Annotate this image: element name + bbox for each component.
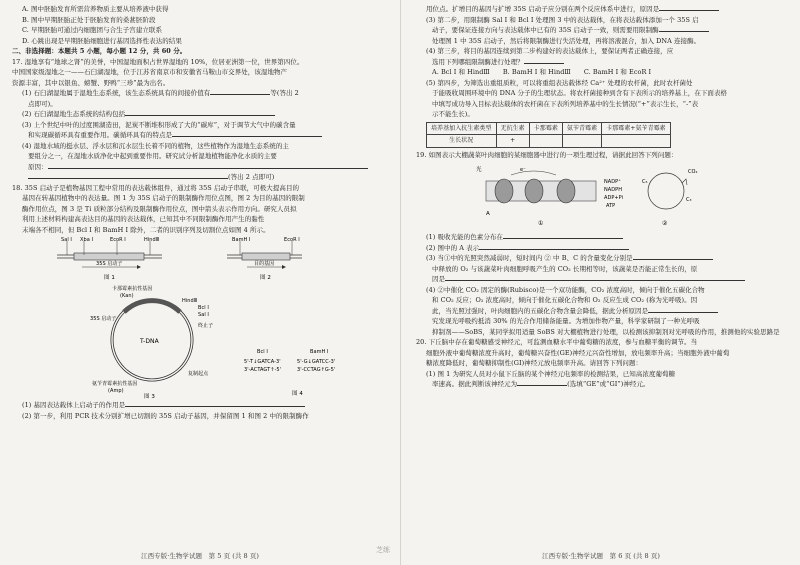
- q18-cont-11: 示不能生长)。: [432, 110, 474, 119]
- answer-blank[interactable]: [517, 379, 567, 386]
- table-header: 无抗生素: [496, 122, 529, 135]
- enzyme-label: EcoR Ⅰ: [284, 237, 300, 244]
- bamh-label: BamH Ⅰ: [310, 349, 329, 356]
- marker-2: ②: [662, 219, 668, 227]
- tdna-label: T-DNA: [140, 338, 159, 346]
- enzyme-label: EcoR Ⅰ: [110, 237, 126, 244]
- answer-blank[interactable]: [172, 130, 322, 137]
- q17-sub1: (1) 石臼湖湿地属于湿地生态系统，该生态系统具有的间接价值有 等(答出 2: [22, 89, 299, 98]
- q17-line-3: 资源丰富，其中以银鱼、螃蟹、野鸭“三珍”最为出名。: [12, 78, 170, 87]
- answer-blank[interactable]: [659, 25, 709, 32]
- q18-cont-6: 选用下列哪组限制酶进行处理？: [416, 57, 790, 68]
- bcl-seq-bottom: 3'-ACTAGT↑-5': [244, 367, 282, 374]
- q18-line-5: 末端各不相同，但 Bcl Ⅰ 和 BamH Ⅰ 除外，二者的识别序列及切割位点如图 4 所示。: [22, 225, 270, 234]
- figure-4-label: 图 4: [292, 391, 303, 398]
- promoter-label: 35S 启动子: [96, 261, 123, 268]
- figure-4: [244, 349, 335, 397]
- q19-sub4-cont: 和 CO₂ 反应；O₂ 浓度高时，倾向于催化五碳化合物和 O₂ 反应生成 CO₂ (称为光呼吸)。因: [432, 296, 698, 305]
- nadp-label: NADP⁺: [604, 178, 621, 185]
- q17-sub3-1: (3) 上个世纪中叶的过度围湖造田，泥炭不断堆积形成了大的“碳库”，对于调节大气中的碳含量: [22, 120, 296, 129]
- adp-label: ADP+Pi: [604, 194, 624, 201]
- option-c: C. 早期胚胎可通过内细胞团与合生子宫建立联系: [22, 26, 163, 35]
- table-cell[interactable]: [602, 135, 671, 148]
- figure-3-plasmid: [90, 285, 213, 400]
- q20-line-1: 20. 下丘脑中存在葡萄糖感受神经元，可监测血糖水平中葡萄糖的浓度，参与血糖平衡的调节。当: [416, 338, 698, 347]
- page-divider: [400, 0, 401, 565]
- atp-label: ATP: [606, 202, 616, 209]
- q17-sub4-1: (4) 湿地水域的挺水层、浮水层和沉水层生长着不同的植物，这些植物作为湿地生态系统的主: [22, 141, 289, 150]
- q18-figures: [12, 235, 390, 400]
- watermark: 芝练: [376, 546, 390, 554]
- q19-sub1: (1) 吸收光能的色素分布在: [416, 232, 790, 243]
- thylakoid-membrane: [486, 171, 596, 203]
- q19-line-1: 19. 如图表示大棚蔬菜叶肉细胞的某细胞器中进行的一项生理过程，请据此回答下列问题：: [416, 151, 678, 160]
- kan-label: (Kan): [120, 293, 134, 300]
- table-header: 卡那霉素+氨苄青霉素: [602, 122, 671, 135]
- q17-line-2: 中国国家级湿地之一——石臼湖湿地，位于江苏省南京市和安徽省马鞍山市交界处，该湿地物产: [12, 68, 288, 77]
- figure-1-label: 图 1: [104, 275, 115, 282]
- section-title: 二、非选择题：本题共 5 小题，每小题 12 分，共 60 分。: [12, 47, 187, 56]
- origin-label: 复制起点: [188, 371, 209, 378]
- figure-2-label: 图 2: [260, 275, 271, 282]
- co2-label: CO₂: [688, 168, 698, 175]
- bamh-seq-top: 5'-G↓GATCC-3': [297, 359, 336, 366]
- figure-3-label: 图 3: [144, 394, 155, 401]
- nadph-label: NADPH: [604, 186, 623, 193]
- a-label: A: [486, 210, 490, 217]
- q18-line-4: 利用上述材料构建高表达目的基因的表达载体，已知其中不同限制酶作用产生的黏性: [22, 215, 265, 224]
- q18-cont-8: (5) 第四步，为筛选出重组质粒，可以将重组表达载体经 Ca²⁺ 处理的农杆菌，此时农杆菌处: [426, 78, 693, 87]
- table-row-label: 生长状况: [427, 135, 497, 148]
- q19-sub3-cont2: 因是: [416, 274, 790, 285]
- figure-2: [227, 237, 302, 281]
- option-d: D. 心跳出现是早期胚胎细胞进行基因选择性表达的结果: [22, 36, 182, 45]
- q18-cont-10: 中填写成功导入目标表达载体的农杆菌在下表所列培养基中的生长情况(“+”表示生长，“-”表: [432, 99, 699, 108]
- q17-sub4-2: 要组分之一，在湿地水质净化中起到重要作用。研究试分析湿地植物能净化水质的主要: [28, 152, 277, 161]
- q18-line-1: 18. 35S 启动子是植物基因工程中常用的表达载体组件，通过将 35S 启动子串联，可极大提高目的: [12, 183, 300, 192]
- q19-sub4-cont3: 究发现光呼吸约抵消 30% 的光合作用储备能量。为增加作物产量，科学家研制了一种光呼吸: [432, 317, 700, 326]
- amp-gene-label: 氨苄青霉素抗性基因: [92, 381, 138, 388]
- enzyme-label: Sal Ⅰ: [198, 312, 209, 319]
- light-label: 光: [476, 166, 482, 173]
- q19-figure: [416, 161, 786, 229]
- q18-options: A. Bcl Ⅰ 和 HindⅢ B. BamH Ⅰ 和 HindⅢ C. BamH Ⅰ 和 EcoR Ⅰ: [432, 68, 652, 77]
- electron-label: e⁻: [520, 166, 526, 173]
- table-cell[interactable]: [529, 135, 562, 148]
- answer-blank[interactable]: [479, 243, 629, 250]
- target-gene-label: 目的基因: [254, 261, 275, 268]
- enzyme-label: Xba Ⅰ: [80, 237, 93, 244]
- enzyme-label: BamH Ⅰ: [232, 237, 251, 244]
- answer-blank[interactable]: [503, 232, 623, 239]
- marker-1: ①: [538, 219, 544, 227]
- q17-sub4-4: (答出 2 点即可): [12, 172, 390, 183]
- calvin-cycle: [648, 173, 687, 209]
- enzyme-label: Sal Ⅰ: [61, 237, 72, 244]
- q17-sub1-cont: 点即可)。: [28, 99, 57, 108]
- bamh-seq-bottom: 3'-CCTAG↑G-5': [297, 367, 336, 374]
- q18-cont-4: 处理图 1 中 35S 启动子，然后将限制酶进行失活处理，再将溶液混合，加入 DNA 连接酶。: [432, 36, 701, 45]
- q19-sub3-cont: 中释放的 O₂ 与该蔬菜叶肉细胞呼吸产生的 CO₂ 长期相等时，该蔬菜是否能正常生长的，原: [432, 264, 698, 273]
- right-page: [402, 0, 800, 565]
- c5-label: C₅: [642, 178, 648, 185]
- q18-line-3: 酶作用位点，图 3 是 Ti 质粒部分结构及限制酶作用位点，图中箭头表示作用方向。研究人员拟: [22, 204, 297, 213]
- promoter-label-2: 35S 启动子: [90, 316, 117, 323]
- q17-sub3-2: 和实现碳循环具有重要作用。碳循环具有的特点是: [12, 130, 390, 141]
- q19-sub4-cont4: 抑制剂——SoBS，某同学拟用适量 SoBS 对大棚植物进行处理，以检测该抑制剂对光呼吸的作用，推测他的实验思路是: [432, 327, 780, 336]
- figure-1: [57, 237, 162, 281]
- table-header: 卡那霉素: [529, 122, 562, 135]
- table-cell[interactable]: [562, 135, 601, 148]
- option-a: A. 图中胚胎发育所需营养物质主要从培养液中获得: [22, 5, 169, 13]
- q17-line-1: 17. 湿地享有“地球之肾”的美誉，中国湿地面积占世界湿地的 10%，位居亚洲第一位，世界第四位。: [12, 57, 304, 66]
- q19-sub4: (4) ②中催化 CO₂ 固定的酶(Rubisco)是一个双功能酶，CO₂ 浓度高时，倾向于催化五碳化合物: [426, 285, 705, 294]
- answer-blank[interactable]: [524, 57, 564, 64]
- table-cell: +: [496, 135, 529, 148]
- answer-blank[interactable]: [648, 306, 718, 313]
- enzyme-label: Bcl Ⅰ: [198, 305, 209, 312]
- answer-blank[interactable]: [633, 253, 713, 260]
- kan-gene-label: 卡那霉素抗性基因: [112, 286, 153, 293]
- answer-blank[interactable]: [28, 172, 228, 179]
- answer-blank[interactable]: [445, 274, 745, 281]
- q20-line-3: 糖浓度降低时，葡萄糖抑制性(GI)神经元放电频率升高。请回答下列问题：: [426, 359, 643, 368]
- q18-cont-5: (4) 第三步，将目的基因连续到第二步构建好的表达载体上，要保证两者正确连接，应: [426, 47, 674, 56]
- q18-line-2: 基因在转基因植物中的表达量。图 1 为 35S 启动子的限制酶作用位点图，图 2 为目的基因的限制: [22, 194, 305, 203]
- bcl-label: Bcl Ⅰ: [257, 349, 268, 356]
- q19-sub4-cont2: 此，当光照过强时，叶肉细胞内的五碳化合物含量会降低，据此分析原因是: [416, 306, 790, 317]
- table-header: 氨苄青霉素: [562, 122, 601, 135]
- answer-blank[interactable]: [659, 4, 719, 11]
- right-footer: 江西专版·生物学试题 第 6 页 (共 8 页): [542, 552, 660, 561]
- answer-blank[interactable]: [125, 400, 305, 407]
- answer-blank[interactable]: [210, 88, 270, 95]
- q18-figure-svg: [12, 235, 392, 400]
- q20-line-5: 率速高。据此判断该神经元为 (选填“GE”或“GI”)神经元。: [432, 380, 650, 389]
- table-header: 培养基加入抗生素类型: [427, 122, 497, 135]
- c3-label: C₃: [686, 196, 692, 203]
- enzyme-label: HindⅢ: [144, 237, 160, 244]
- q18-cont-1: 用位点。扩增目的基因与扩增 35S 启动子应分别在两个反应体系中进行，原因是: [416, 4, 790, 15]
- q18-sub2: (2) 第一步，利用 PCR 技术分别扩增已切割的 35S 启动子基因，并保留图 1 和图 2 中的限制酶作: [22, 411, 309, 420]
- option-b: B. 图中早期胚胎正处于胚胎发育的桑葚胚阶段: [22, 15, 156, 24]
- amp-label: (Amp): [108, 388, 124, 395]
- results-table: [426, 122, 671, 148]
- q20-line-4: (1) 图 1 为研究人员对小鼠下丘脑的某个神经元电频率的检测结果，已知高浓度葡萄糖: [426, 369, 676, 378]
- q19-sub3: (3) 当①中的光照突然减弱时，短时间内 ② 中 B、C 的含量变化分别是: [416, 253, 790, 264]
- q18-cont-3: 动子，要保证连接方向与表达载体中已有的 35S 启动子一致，则需要用限制酶: [416, 25, 790, 36]
- answer-blank[interactable]: [48, 162, 368, 169]
- q17-sub4-3: 原因：: [12, 162, 390, 173]
- q18-cont-9: 于能吸收周围环境中的 DNA 分子的生理状态。将农杆菌接种到含有下表所示的培养基上，在下面表格: [432, 89, 728, 98]
- terminator-label: 终止子: [198, 323, 214, 330]
- q18-sub1: (1) 基因表达载体上启动子的作用是: [12, 400, 390, 411]
- left-footer: 江西专版·生物学试题 第 5 页 (共 8 页): [141, 552, 259, 561]
- answer-blank[interactable]: [125, 109, 275, 116]
- bcl-seq-top: 5'-T↓GATCA-3': [244, 359, 281, 366]
- q19-sub2: (2) 图中的 A 表示: [416, 243, 790, 254]
- q17-sub2: (2) 石臼湖湿地生态系统的结构包括: [12, 109, 390, 120]
- q18-cont-2: (3) 第二步，用限制酶 Sal Ⅰ 和 Bcl Ⅰ 处理图 3 中的表达载体，在将表达载体添加一个 35S 启: [426, 15, 699, 24]
- q20-line-2: 细胞外液中葡萄糖浓度升高时，葡萄糖兴奋性(GE)神经元兴奋性增加，放电频率升高；当细胞外液中葡萄: [426, 348, 730, 357]
- enzyme-label: HindⅢ: [182, 298, 198, 305]
